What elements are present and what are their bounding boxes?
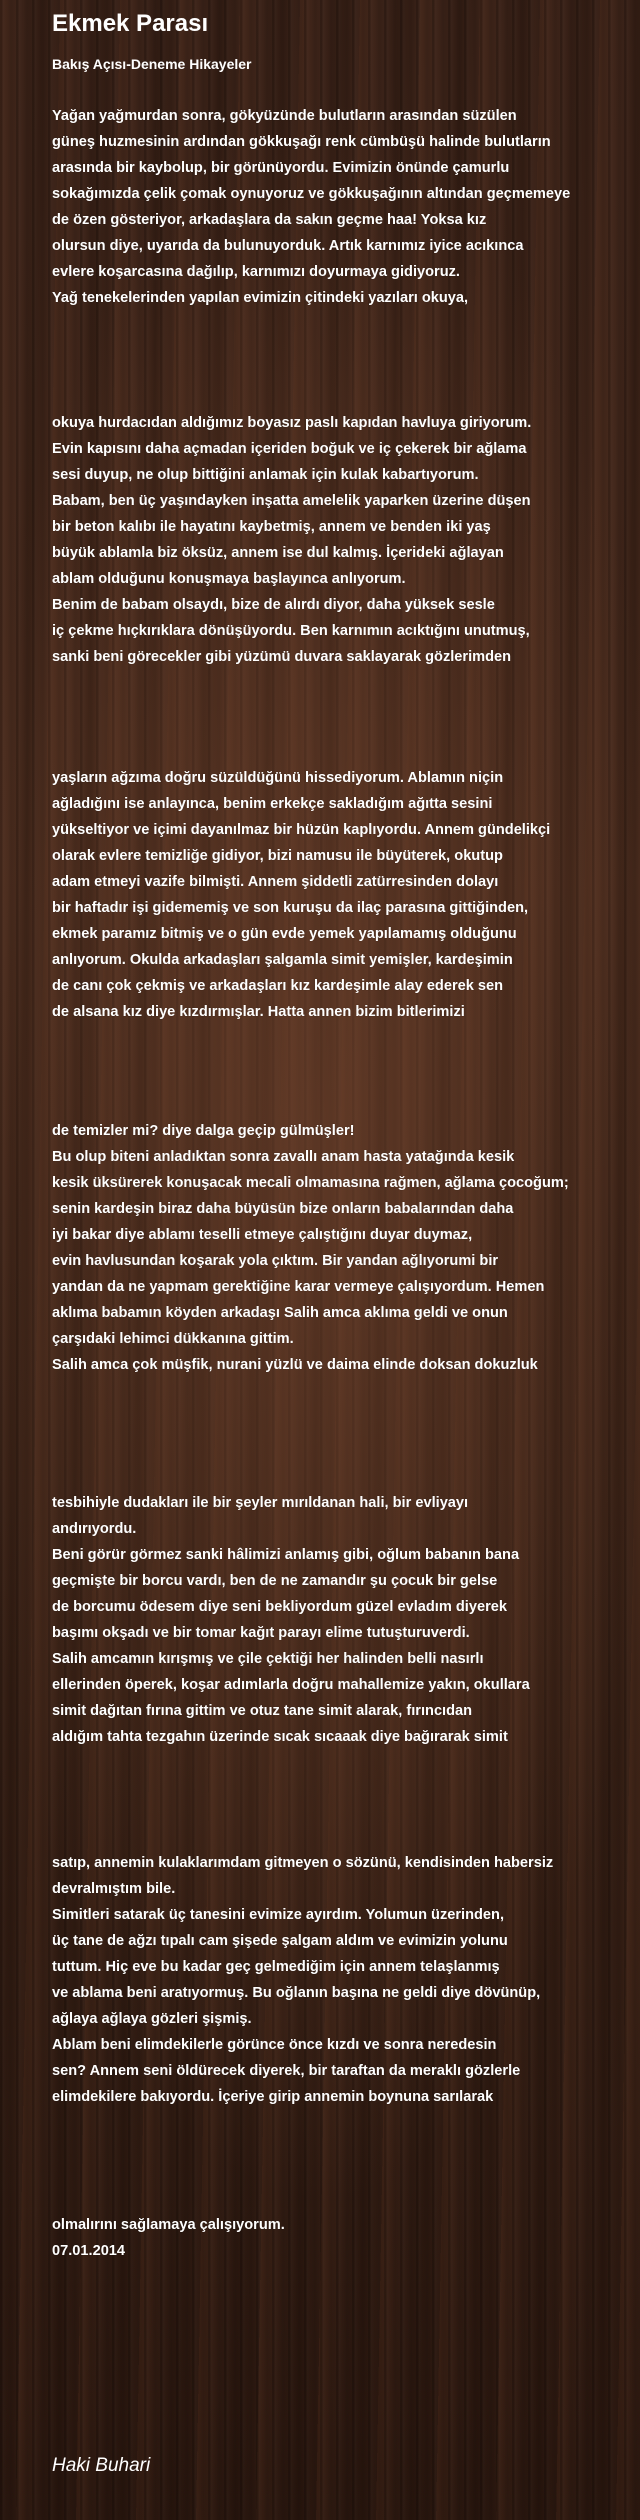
text-block-2 — [52, 410, 636, 670]
text-line: ve ablama beni aratıyormuş. Bu oğlanın başına ne geldi diye dövünüp, — [52, 1985, 541, 2001]
poem-date: 07.01.2014 — [52, 2243, 126, 2259]
text-line: sen? Annem seni öldürecek diyerek, bir taraftan da meraklı gözlerle — [52, 2063, 521, 2079]
text-line: de alsana kız diye kızdırmışlar. Hatta annen bizim bitlerimizi — [52, 1004, 465, 1020]
text-line: satıp, annemin kulaklarımdam gitmeyen o sözünü, kendisinden habersiz — [52, 1855, 554, 1871]
text-line: Yağ tenekelerinden yapılan evimizin çitindeki yazıları okuya, — [52, 290, 469, 306]
text-line: adam etmeyi vazife bilmişti. Annem şiddetli zatürresinden dolayı — [52, 874, 499, 890]
text-line: geçmişte bir borcu vardı, ben de ne zamandır şu çocuk bir gelse — [52, 1573, 498, 1589]
text-line: büyük ablamla biz öksüz, annem ise dul kalmış. İçerideki ağlayan — [52, 545, 504, 561]
text-line: üç tane de ağzı tıpalı cam şişede şalgam aldım ve evimizin yolunu — [52, 1933, 508, 1949]
text-line: simit dağıtan fırına gittim ve otuz tane simit alarak, fırıncıdan — [52, 1703, 473, 1719]
text-line: de özen gösteriyor, arkadaşlara da sakın geçme haa! Yoksa kız — [52, 212, 487, 228]
text-block-5 — [52, 1490, 636, 1750]
text-line: Simitleri satarak üç tanesini evimize ayırdım. Yolumun üzerinden, — [52, 1907, 505, 1923]
text-line: de temizler mi? diye dalga geçip gülmüşler! — [52, 1123, 355, 1139]
text-line: Bu olup biteni anladıktan sonra zavallı anam hasta yatağında kesik — [52, 1149, 515, 1165]
text-line: Babam, ben üç yaşındayken inşatta amelelik yaparken üzerine düşen — [52, 493, 531, 509]
text-line: başımı okşadı ve bir tomar kağıt parayı elime tutuşturuverdi. — [52, 1625, 470, 1641]
text-line: senin kardeşin biraz daha büyüsün bize onların babalarından daha — [52, 1201, 514, 1217]
text-line: Benim de babam olsaydı, bize de alırdı diyor, daha yüksek sesle — [52, 597, 495, 613]
text-line: arasında bir kaybolup, bir görünüyordu. Evimizin önünde çamurlu — [52, 160, 510, 176]
text-block-4 — [52, 1118, 636, 1378]
text-line: ağlaya ağlaya gözleri şişmiş. — [52, 2011, 252, 2027]
text-line: Evin kapısını daha açmadan içeriden boğuk ve iç çekerek bir ağlama — [52, 441, 527, 457]
text-line: andırıyordu. — [52, 1521, 137, 1537]
text-line: Salih amca çok müşfik, nurani yüzlü ve daima elinde doksan dokuzluk — [52, 1357, 538, 1373]
text-line: çarşıdaki lehimci dükkanına gittim. — [52, 1331, 294, 1347]
text-line: yaşların ağzıma doğru süzüldüğünü hissediyorum. Ablamın niçin — [52, 770, 504, 786]
text-line: bir beton kalıbı ile hayatını kaybetmiş, annem ve benden iki yaş — [52, 519, 491, 535]
text-line: ağladığını ise anlayınca, benim erkekçe sakladığım ağıtta sesini — [52, 796, 493, 812]
text-line: bir haftadır işi gidememiş ve son kuruşu da ilaç parasına gittiğinden, — [52, 900, 529, 916]
page-title: Ekmek Parası — [52, 10, 209, 37]
text-line: de canı çok çekmiş ve arkadaşları kız kardeşimle alay ederek sen — [52, 978, 504, 994]
text-block-6 — [52, 1850, 636, 2110]
text-line: ekmek paramız bitmiş ve o gün evde yemek yapılamamış olduğunu — [52, 926, 517, 942]
text-line: evin havlusundan koşarak yola çıktım. Bir yandan ağlıyorumi bir — [52, 1253, 499, 1269]
text-line: iç çekme hıçkırıklara dönüşüyordu. Ben karnımın acıktığını unutmuş, — [52, 623, 530, 639]
text-line: kesik üksürerek konuşacak mecali olmamasına rağmen, ağlama çocoğum; — [52, 1175, 569, 1191]
text-line: olarak evlere temizliğe gidiyor, bizi namusu ile büyüterek, okutup — [52, 848, 503, 864]
text-line: elimdekilere bakıyordu. İçeriye girip annemin boynuna sarılarak — [52, 2089, 494, 2105]
text-line: sanki beni görecekler gibi yüzümü duvara saklayarak gözlerimden — [52, 649, 512, 665]
page-subtitle: Bakış Açısı-Deneme Hikayeler — [52, 56, 252, 72]
text-line: iyi bakar diye ablamı teselli etmeye çalıştığını duyar duymaz, — [52, 1227, 473, 1243]
text-line: ablam olduğunu konuşmaya başlayınca anlıyorum. — [52, 571, 406, 587]
text-line: olursun diye, uyarıda da bulunuyorduk. Artık karnımız iyice acıkınca — [52, 238, 524, 254]
text-line: evlere koşarcasına dağılıp, karnımızı doyurmaya gidiyoruz. — [52, 264, 460, 280]
text-line: ellerinden öperek, koşar adımlarla doğru mahallemize yakın, okullara — [52, 1677, 530, 1693]
author-signature: Haki Buhari — [52, 2455, 151, 2476]
text-line: tuttum. Hiç eve bu kadar geç gelmediğim için annem telaşlanmış — [52, 1959, 500, 1975]
text-line: devralmıştım bile. — [52, 1881, 176, 1897]
text-block-1 — [52, 103, 636, 311]
text-line: sokağımızda çelik çomak oynuyoruz ve gökkuşağının altından geçmemeye — [52, 186, 571, 202]
text-line: yükseltiyor ve içimi dayanılmaz bir hüzün kaplıyordu. Annem gündelikçi — [52, 822, 551, 838]
text-line: Ablam beni elimdekilerle görünce önce kızdı ve sonra neredesin — [52, 2037, 497, 2053]
text-line: olmalırını sağlamaya çalışıyorum. — [52, 2217, 285, 2233]
text-block-7 — [52, 2212, 636, 2264]
text-line: güneş huzmesinin ardından gökkuşağı renk cümbüşü halinde bulutların — [52, 134, 551, 150]
text-line: aklıma babamın köyden arkadaşı Salih amca aklıma geldi ve onun — [52, 1305, 508, 1321]
text-line: yandan da ne yapmam gerektiğine karar vermeye çalışıyordum. Hemen — [52, 1279, 545, 1295]
text-line: aldığım tahta tezgahın üzerinde sıcak sıcaaak diye bağırarak simit — [52, 1729, 508, 1745]
text-block-3 — [52, 765, 636, 1025]
text-line: Beni görür görmez sanki hâlimizi anlamış gibi, oğlum babanın bana — [52, 1547, 520, 1563]
text-line: tesbihiyle dudakları ile bir şeyler mırıldanan hali, bir evliyayı — [52, 1495, 469, 1511]
text-line: Salih amcamın kırışmış ve çile çektiği her halinden belli nasırlı — [52, 1651, 484, 1667]
text-line: anlıyorum. Okulda arkadaşları şalgamla simit yemişler, kardeşimin — [52, 952, 513, 968]
text-line: sesi duyup, ne olup bittiğini anlamak için kulak kabartıyorum. — [52, 467, 479, 483]
text-line: okuya hurdacıdan aldığımız boyasız paslı kapıdan havluya giriyorum. — [52, 415, 532, 431]
text-line: de borcumu ödesem diye seni bekliyordum güzel evladım diyerek — [52, 1599, 507, 1615]
text-line: Yağan yağmurdan sonra, gökyüzünde bulutların arasından süzülen — [52, 108, 517, 124]
